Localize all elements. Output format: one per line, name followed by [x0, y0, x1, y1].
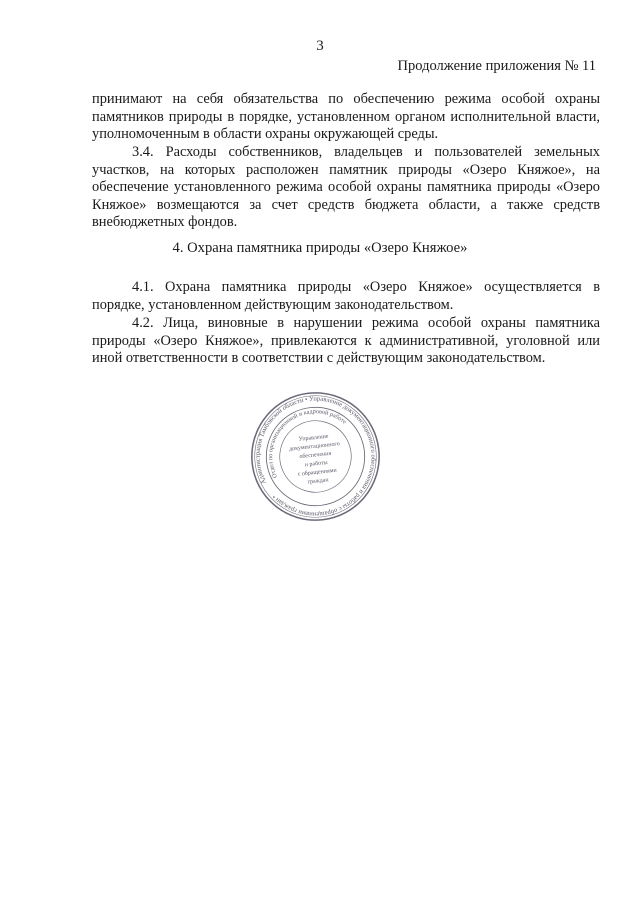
stamp-outer-ring-text: Администрация Тамбовской области • Управление документационного обеспечения и работы с обращениями граждан • [254, 395, 377, 518]
paragraph-4-1: 4.1. Охрана памятника природы «Озеро Княжое» осуществляется в порядке, установленном действующим законодательством. [92, 279, 600, 313]
paragraph-4-2: 4.2. Лица, виновные в нарушении режима особой охраны памятника природы «Озеро Княжое», привлекаются к административной, уголовной или иной ответственности в соответствии с действующим законодательством. [92, 315, 600, 367]
stamp-center-line: и работы [304, 459, 328, 469]
stamp-center-line: с обращениями [297, 467, 337, 478]
official-stamp [248, 389, 383, 524]
stamp-center-line: Управление [298, 433, 329, 443]
paragraph-continuation: принимают на себя обязательства по обеспечению режима особой охраны памятников природы в порядке, установленном органом исполнительной власти, уполномоченным в области охраны окружающей среды. [92, 91, 600, 143]
appendix-continuation-note: Продолжение приложения № 11 [397, 58, 596, 74]
stamp-center-text [288, 433, 344, 487]
section-4-heading: 4. Охрана памятника природы «Озеро Княжое» [172, 240, 468, 256]
stamp-center-line: документационного [288, 441, 341, 453]
stamp-inner-ring-text: Отдел по организационной и кадровой работе [268, 409, 348, 479]
paragraph-3-4: 3.4. Расходы собственников, владельцев и пользователей земельных участков, на которых расположен памятник природы «Озеро Княжое», на обеспечение установленного режима особой охраны памятника природы «Озеро Княжое» возмещаются за счет средств бюджета области, а также средств внебюджетных фондов. [92, 144, 600, 231]
stamp-center-line: обеспечения [299, 450, 332, 461]
page-number: 3 [316, 38, 324, 54]
stamp-center-line: граждан [307, 477, 329, 486]
